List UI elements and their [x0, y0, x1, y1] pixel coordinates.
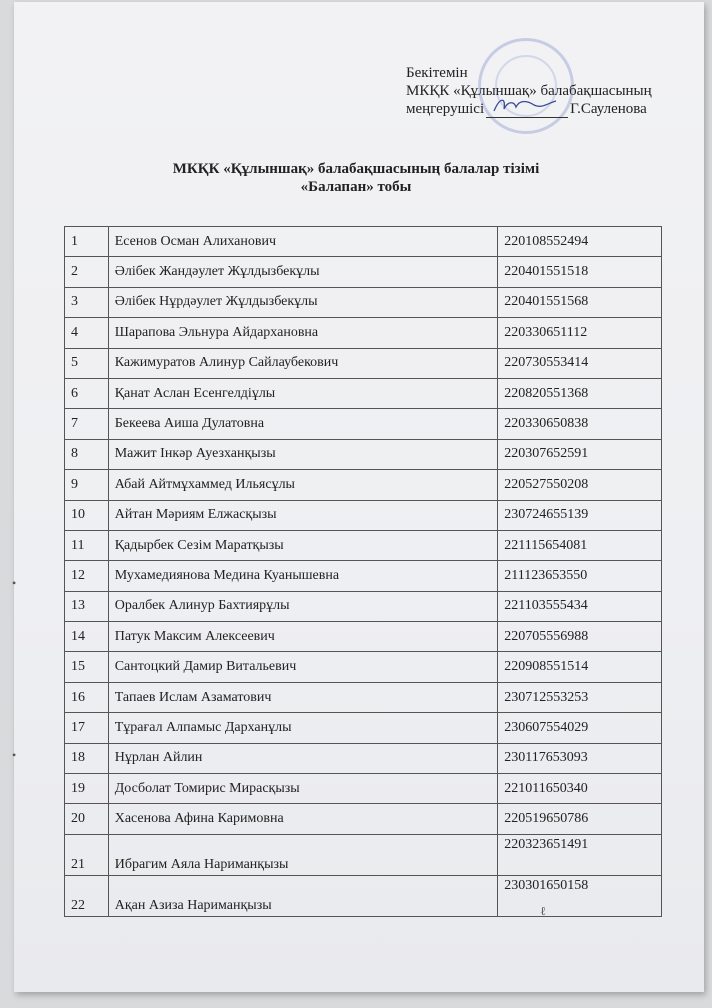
approval-signer-name: Г.Сауленова [570, 101, 647, 117]
table-row [65, 409, 662, 439]
child-name: Патук Максим Алексеевич [108, 622, 498, 652]
child-name: Шарапова Эльнура Айдархановна [108, 318, 498, 348]
row-number: 18 [65, 743, 109, 773]
child-iin: 230712553253 [498, 682, 662, 712]
child-name: Оралбек Алинур Бахтиярұлы [108, 591, 498, 621]
row-number: 22 [65, 875, 109, 916]
child-name: Мажит Інкәр Ауезханқызы [108, 439, 498, 469]
child-iin: 220401551568 [498, 287, 662, 317]
approval-line-2: МКҚК «Құлыншақ» балабақшасының [406, 83, 652, 99]
margin-mark: • [12, 576, 17, 590]
children-list-table [64, 226, 662, 917]
child-name: Тапаев Ислам Азаматович [108, 682, 498, 712]
child-name: Әлібек Жандәулет Жұлдызбекұлы [108, 257, 498, 287]
table-row [65, 682, 662, 712]
table-row [65, 743, 662, 773]
table-row [65, 774, 662, 804]
child-iin: 211123653550 [498, 561, 662, 591]
child-iin: 230724655139 [498, 500, 662, 530]
table-row [65, 227, 662, 257]
row-number: 20 [65, 804, 109, 834]
document-title [0, 160, 712, 196]
row-number: 3 [65, 287, 109, 317]
table-row [65, 652, 662, 682]
child-iin: 220307652591 [498, 439, 662, 469]
table-row [65, 591, 662, 621]
table-row [65, 561, 662, 591]
child-name: Мухамедиянова Медина Куанышевна [108, 561, 498, 591]
table-row [65, 378, 662, 408]
table-row [65, 287, 662, 317]
child-name: Есенов Осман Алиханович [108, 227, 498, 257]
child-iin: 221103555434 [498, 591, 662, 621]
child-iin: 220705556988 [498, 622, 662, 652]
child-name: Хасенова Афина Каримовна [108, 804, 498, 834]
child-name: Досболат Томирис Мирасқызы [108, 774, 498, 804]
child-name: Тұрағал Алпамыс Дарханұлы [108, 713, 498, 743]
child-name: Ақан Азиза Нариманқызы [108, 875, 498, 916]
table-row [65, 834, 662, 875]
margin-mark: ℓ [540, 904, 546, 918]
row-number: 1 [65, 227, 109, 257]
child-name: Нұрлан Айлин [108, 743, 498, 773]
child-iin: 230607554029 [498, 713, 662, 743]
signature [486, 101, 568, 118]
row-number: 6 [65, 378, 109, 408]
title-line-2: «Балапан» тобы [300, 179, 412, 195]
child-name: Қанат Аслан Есенгелдіұлы [108, 378, 498, 408]
table-row [65, 318, 662, 348]
row-number: 8 [65, 439, 109, 469]
table-row [65, 530, 662, 560]
row-number: 15 [65, 652, 109, 682]
row-number: 7 [65, 409, 109, 439]
table-row [65, 500, 662, 530]
row-number: 5 [65, 348, 109, 378]
child-name: Әлібек Нұрдәулет Жұлдызбекұлы [108, 287, 498, 317]
table-row [65, 470, 662, 500]
approval-block [406, 64, 652, 118]
child-iin: 230301650158 [498, 875, 662, 916]
row-number: 12 [65, 561, 109, 591]
child-name: Бекеева Аиша Дулатовна [108, 409, 498, 439]
child-iin: 220323651491 [498, 834, 662, 875]
table-row [65, 622, 662, 652]
row-number: 2 [65, 257, 109, 287]
child-name: Абай Айтмұхаммед Ильясұлы [108, 470, 498, 500]
table-row [65, 875, 662, 916]
child-iin: 230117653093 [498, 743, 662, 773]
row-number: 11 [65, 530, 109, 560]
table-row [65, 257, 662, 287]
row-number: 16 [65, 682, 109, 712]
child-name: Айтан Мәриям Елжасқызы [108, 500, 498, 530]
child-iin: 221011650340 [498, 774, 662, 804]
table-row [65, 804, 662, 834]
child-iin: 220519650786 [498, 804, 662, 834]
row-number: 21 [65, 834, 109, 875]
row-number: 14 [65, 622, 109, 652]
row-number: 10 [65, 500, 109, 530]
table-row [65, 439, 662, 469]
row-number: 13 [65, 591, 109, 621]
child-iin: 220730553414 [498, 348, 662, 378]
child-iin: 220330651112 [498, 318, 662, 348]
child-name: Кажимуратов Алинур Сайлаубекович [108, 348, 498, 378]
child-name: Қадырбек Сезім Маратқызы [108, 530, 498, 560]
child-iin: 220108552494 [498, 227, 662, 257]
child-iin: 221115654081 [498, 530, 662, 560]
child-iin: 220330650838 [498, 409, 662, 439]
child-iin: 220401551518 [498, 257, 662, 287]
approval-position: меңгерушісі [406, 101, 485, 117]
child-name: Ибрагим Аяла Нариманқызы [108, 834, 498, 875]
table-row [65, 713, 662, 743]
approval-line-3 [406, 100, 652, 118]
margin-mark: • [12, 748, 17, 762]
title-line-1: МКҚК «Құлыншақ» балабақшасының балалар тізімі [172, 161, 540, 177]
approval-line-1: Бекітемін [406, 65, 468, 81]
child-iin: 220820551368 [498, 378, 662, 408]
row-number: 4 [65, 318, 109, 348]
row-number: 19 [65, 774, 109, 804]
child-iin: 220908551514 [498, 652, 662, 682]
child-iin: 220527550208 [498, 470, 662, 500]
row-number: 9 [65, 470, 109, 500]
row-number: 17 [65, 713, 109, 743]
child-name: Сантоцкий Дамир Витальевич [108, 652, 498, 682]
table-row [65, 348, 662, 378]
